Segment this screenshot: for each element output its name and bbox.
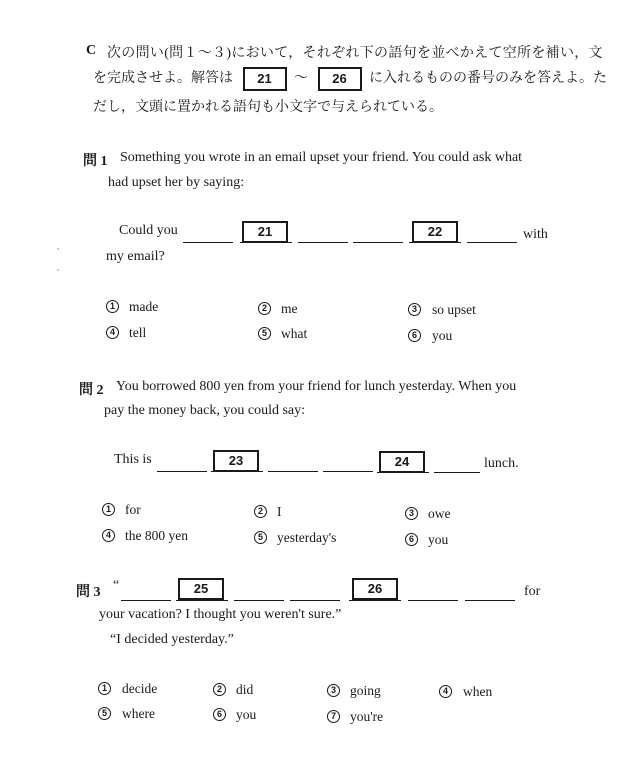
q1-option-2-number: 2	[258, 302, 271, 315]
q1-option-4[interactable]: tell	[129, 325, 147, 340]
q3-option-1-number: 1	[98, 682, 111, 695]
q2-sentence-start: This is	[114, 452, 152, 467]
q3-blank-7[interactable]	[465, 600, 515, 601]
q2-option-6-number: 6	[405, 533, 418, 546]
q1-option-6-number: 6	[408, 329, 421, 342]
q2-option-2[interactable]: I	[277, 504, 282, 519]
q1-blank-2[interactable]	[240, 242, 292, 243]
scan-speck	[57, 269, 59, 271]
q2-option-3-number: 3	[405, 507, 418, 520]
q1-option-3[interactable]: so upset	[432, 302, 476, 317]
q3-option-3-number: 3	[327, 684, 340, 697]
q3-option-3[interactable]: going	[350, 683, 381, 698]
intro-line-2	[93, 67, 607, 91]
q2-option-6[interactable]: you	[428, 532, 449, 547]
q1-blank-6[interactable]	[467, 242, 517, 243]
answer-box-end: 26	[318, 67, 362, 91]
scan-speck	[57, 248, 59, 250]
q2-blank-3[interactable]	[268, 471, 318, 472]
q3-blank-3[interactable]	[234, 600, 284, 601]
section-letter: C	[86, 43, 97, 58]
q1-blank-3[interactable]	[298, 242, 348, 243]
q3-option-7[interactable]: you're	[350, 709, 384, 724]
q3-blank-2[interactable]	[176, 600, 228, 601]
q3-option-5[interactable]: where	[122, 706, 155, 721]
q1-sentence-start: Could you	[119, 223, 178, 238]
q1-option-3-number: 3	[408, 303, 421, 316]
q2-option-1[interactable]: for	[125, 502, 141, 517]
q2-sentence-end: lunch.	[484, 456, 519, 471]
q1-option-2[interactable]: me	[281, 301, 298, 316]
q3-option-7-number: 7	[327, 710, 340, 723]
q1-option-5-number: 5	[258, 327, 271, 340]
q3-label: 問 3	[76, 585, 101, 600]
q1-text-line-1: Something you wrote in an email upset your friend. You could ask what	[120, 150, 523, 165]
q2-option-3[interactable]: owe	[428, 506, 451, 521]
q2-option-4-number: 4	[102, 529, 115, 542]
q1-sentence-end: with	[523, 227, 548, 242]
q2-blank-6[interactable]	[434, 472, 480, 473]
q2-blank-2[interactable]	[211, 471, 263, 472]
q3-blank-1[interactable]	[121, 600, 171, 601]
q2-blank-4[interactable]	[323, 471, 373, 472]
answer-box-start: 21	[243, 67, 287, 91]
q1-option-1[interactable]: made	[129, 299, 159, 314]
q3-option-5-number: 5	[98, 707, 111, 720]
q2-option-2-number: 2	[254, 505, 267, 518]
range-separator: ～	[294, 71, 308, 87]
q3-open-quote: “	[113, 578, 120, 593]
q3-option-6[interactable]: you	[236, 707, 257, 722]
q1-option-1-number: 1	[106, 300, 119, 313]
q3-blank-4[interactable]	[290, 600, 340, 601]
q3-line-3: “I decided yesterday.”	[110, 632, 234, 647]
q2-label: 問 2	[79, 383, 104, 398]
q3-option-1[interactable]: decide	[122, 681, 158, 696]
q3-option-2-number: 2	[213, 683, 226, 696]
q1-sentence-line-2: my email?	[106, 249, 165, 264]
q1-blank-5[interactable]	[409, 242, 461, 243]
q1-label: 問 1	[83, 154, 108, 169]
q2-blank-5[interactable]	[377, 472, 429, 473]
q3-answer-box-26: 26	[352, 578, 398, 600]
q3-blank-5[interactable]	[349, 600, 401, 601]
intro-line-3: だし，文頭に置かれる語句も小文字で与えられている。	[93, 100, 443, 115]
q1-text-line-2: had upset her by saying:	[108, 175, 245, 190]
q3-option-6-number: 6	[213, 708, 226, 721]
q3-sentence-end: for	[524, 584, 541, 599]
q2-text-line-2: pay the money back, you could say:	[104, 403, 306, 418]
intro-line-1: 次の問い(問１～３)において，それぞれ下の語句を並べかえて空所を補い，文	[107, 46, 603, 61]
q3-blank-6[interactable]	[408, 600, 458, 601]
q2-answer-box-24: 24	[379, 451, 425, 473]
intro-line-2-pre: を完成させよ。解答は	[93, 71, 233, 87]
q3-option-4[interactable]: when	[463, 684, 493, 699]
q2-text-line-1: You borrowed 800 yen from your friend for lunch yesterday. When you	[116, 379, 517, 394]
q2-option-1-number: 1	[102, 503, 115, 516]
q1-option-6[interactable]: you	[432, 328, 453, 343]
q2-option-5[interactable]: yesterday's	[277, 530, 337, 545]
q3-answer-box-25: 25	[178, 578, 224, 600]
q2-option-5-number: 5	[254, 531, 267, 544]
q2-option-4[interactable]: the 800 yen	[125, 528, 188, 543]
q1-answer-box-21: 21	[242, 221, 288, 243]
q3-option-4-number: 4	[439, 685, 452, 698]
q1-blank-1[interactable]	[183, 242, 233, 243]
q1-option-4-number: 4	[106, 326, 119, 339]
intro-line-2-post: に入れるものの番号のみを答えよ。た	[369, 71, 607, 87]
q1-option-5[interactable]: what	[281, 326, 308, 341]
q2-answer-box-23: 23	[213, 450, 259, 472]
q2-blank-1[interactable]	[157, 471, 207, 472]
q3-line-2: your vacation? I thought you weren't sure.”	[99, 607, 342, 622]
q1-blank-4[interactable]	[353, 242, 403, 243]
q3-option-2[interactable]: did	[236, 682, 254, 697]
q1-answer-box-22: 22	[412, 221, 458, 243]
